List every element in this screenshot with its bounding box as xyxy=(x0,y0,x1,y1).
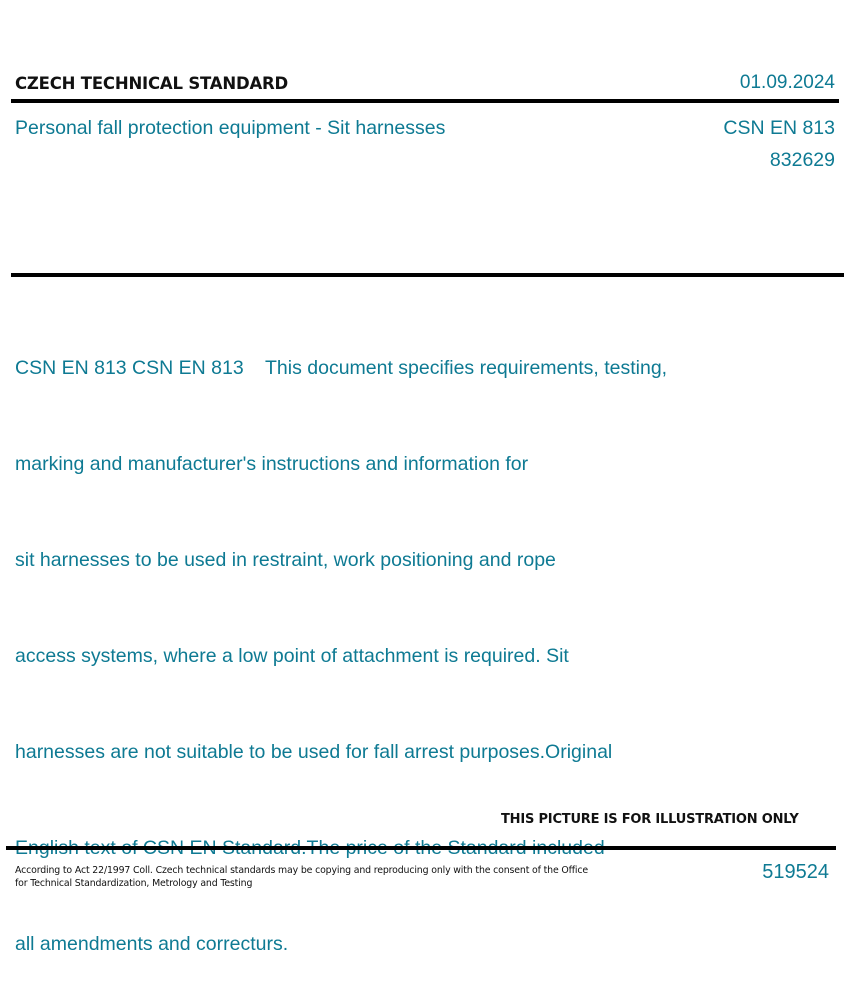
copyright-notice xyxy=(15,864,588,890)
order-number: 519524 xyxy=(762,861,829,883)
issue-date: 01.09.2024 xyxy=(739,72,835,93)
description-line: harnesses are not suitable to be used for fall arrest purposes.Original xyxy=(15,741,613,763)
illustration-notice: THIS PICTURE IS FOR ILLUSTRATION ONLY xyxy=(501,812,799,827)
title-divider xyxy=(11,273,844,277)
description-line: access systems, where a low point of attachment is required. Sit xyxy=(15,645,569,667)
header-divider xyxy=(11,99,839,103)
footer-divider xyxy=(6,846,836,850)
copyright-line: for Technical Standardization, Metrology and Testing xyxy=(15,878,253,889)
description-line: marking and manufacturer's instructions and information for xyxy=(15,453,529,475)
description-line: sit harnesses to be used in restraint, work positioning and rope xyxy=(15,549,556,571)
standard-code: CSN EN 813 xyxy=(723,117,835,139)
description-line: all amendments and correcturs. xyxy=(15,933,289,955)
standard-title: Personal fall protection equipment - Sit harnesses xyxy=(15,117,446,139)
description-line: CSN EN 813 CSN EN 813 This document specifies requirements, testing, xyxy=(15,357,668,379)
copyright-line: According to Act 22/1997 Coll. Czech technical standards may be copying and reproducing only with the consent of the Office xyxy=(15,865,588,876)
catalog-number: 832629 xyxy=(769,149,835,171)
document-type-label: CZECH TECHNICAL STANDARD xyxy=(15,74,289,93)
